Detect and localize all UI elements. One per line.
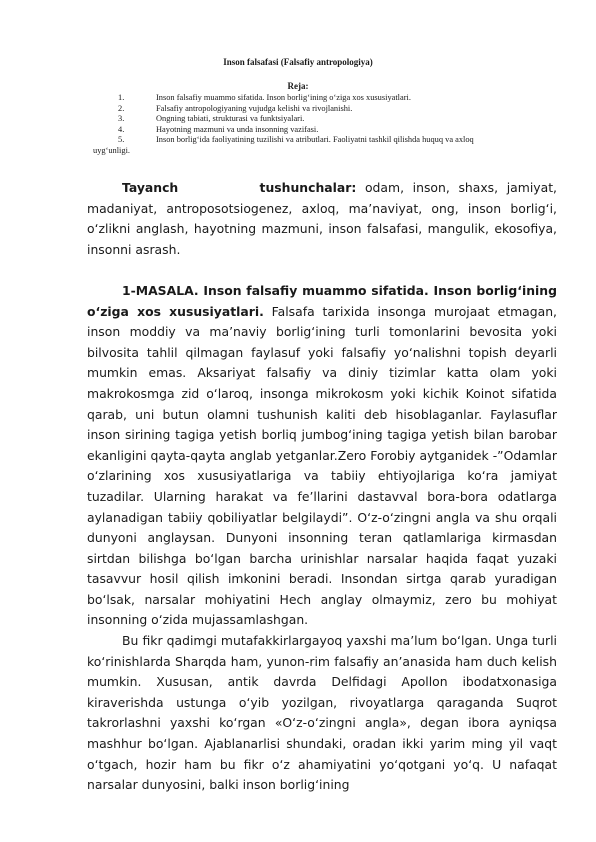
plan-item-number: 5. [118,135,125,145]
key-concepts-paragraph [87,178,557,260]
document-title: Inson falsafasi (Falsafiy antropologiya) [223,57,373,67]
plan-item-text: Ongning tabiati, strukturasi va funktsiyalari. [156,114,305,124]
plan-item [107,104,523,115]
key-concepts-text: odam, inson, shaxs, jamiyat, madaniyat, antroposotsiogenez, axloq, ma’naviyat, ong, inson borlig‘i, o‘zlikni anglash, hayotning mazmuni, inson falsafasi, mangulik, ekosofiya, insonni asrash. [87,180,557,257]
plan-item-number: 3. [118,114,125,124]
plan-item [107,93,523,104]
plan-item [107,135,523,146]
plan-item-text: Falsafiy antropologiyaning vujudga kelishi va rivojlanishi. [156,103,353,113]
plan-item-number: 1. [118,93,125,102]
plan-heading: Reja: [287,81,309,91]
plan-item-text: Inson falsafiy muammo sifatida. Inson borlig‘ining o‘ziga xos xususiyatlari. [156,93,411,102]
section-paragraph-text: Falsafa tarixida insonga murojaat etmagan, inson moddiy va ma’naviy borlig‘ining turli tomonlarini bevosita yoki bilvosita tahlil qilmagan faylasuf yoki falsafiy yo‘nalishni topish deyarli mumkin emas. Aksariyat falsafiy va diniy tizimlar katta olam yoki makrokosmga zid o‘laroq, insonga mikrokosm yoki kichik Koinot sifatida qarab, uni butun olamni tushunish kaliti deb hisoblaganlar. Faylasuflar inson sirining tagiga yetish borliq jumbog‘ining tagiga yetish bilan barobar ekanligini qayta-qayta anglab yetganlar.Zero Forobiy aytganidek -”Odamlar o‘zlarining xos xususiyatlariga va tabiiy ehtiyojlariga ko‘ra jamiyat tuzadilar. Ularning harakat va fe’llarini dastavval bora-bora odatlarga aylanadigan tabiiy qobiliyatlar belgilaydi”. O‘z-o‘zingni angla va shu orqali dunyoni anglaysan. Dunyoni insonning teran qatlamlariga kirmasdan sirtdan bilishga bo‘lgan barcha urinishlar narsalar haqida faqat yuzaki tasavvur hosil qilish imkonini beradi. Insondan sirtga qarab yuradigan bo‘lsak, narsalar mohiyatini Hech anglay olmaymiz, zero bu mohiyat insonning o‘zida mujassamlashgan. [87,303,557,628]
key-concepts-label: Tayanch tushunchalar: [122,180,357,195]
section-heading: 1-MASALA. Inson falsafiy muammo sifatida. Inson borlig‘ining o‘ziga xos xususiyatlari. [87,282,557,319]
plan-item-number: 4. [118,124,125,134]
plan-list [93,93,523,157]
plan-item-text: Hayotning mazmuni va unda insonning vazifasi. [156,124,319,134]
plan-item [107,125,523,136]
plan-item-text: Inson borlig‘ida faoliyatining tuzilishi va atributlari. Faoliyatni tashkil qilishda huquq va axloq [156,135,474,145]
document-body [87,178,557,796]
plan-item-number: 2. [118,103,125,113]
plan-item-continuation: uyg‘unligi. [93,145,130,155]
section-paragraph [87,281,557,631]
section-paragraph: Bu fikr qadimgi mutafakkirlargayoq yaxshi ma’lum bo‘lgan. Unga turli ko‘rinishlarda Sharqda ham, yunon-rim falsafiy an’anasida ham duch kelish mumkin. Xususan, antik davrda Delfidagi Apollon ibodatxonasiga kiraverishda ustunga o‘yib yozilgan, rivoyatlarga qaraganda Suqrot takrorlashni yaxshi ko‘rgan «O‘z-o‘zingni angla», degan ibora ayniqsa mashhur bo‘lgan. Ajablanarlisi shundaki, oradan ikki yarim ming yil vaqt o‘tgach, hozir ham bu fikr o‘z ahamiyatini yo‘qotgani yo‘q. U nafaqat narsalar dunyosini, balki inson borlig‘ining [87,633,557,793]
plan-item [107,114,523,125]
